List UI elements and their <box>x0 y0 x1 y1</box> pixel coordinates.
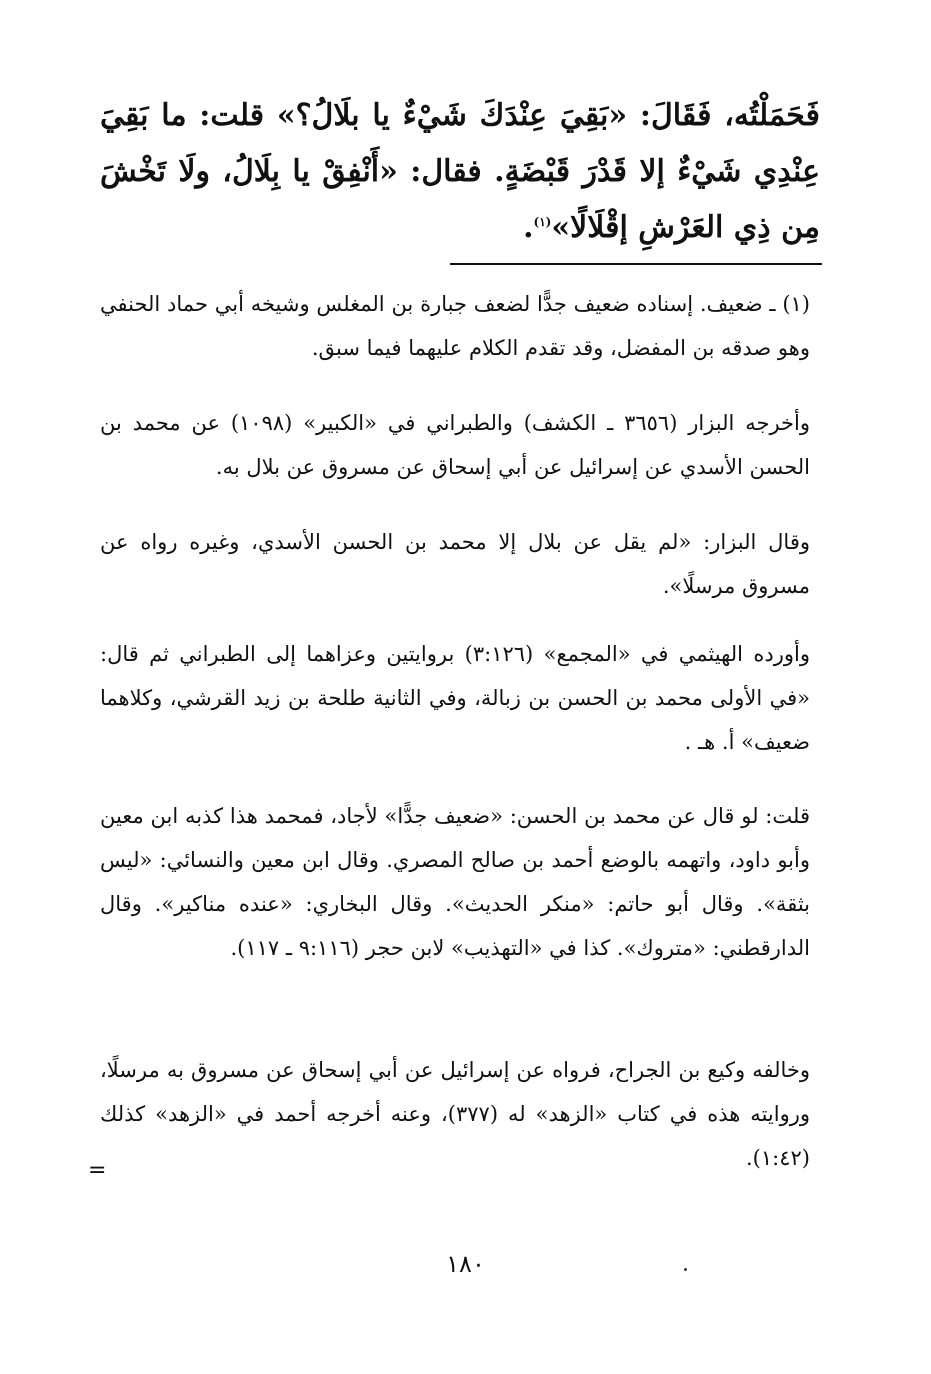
footnote-separator <box>450 263 822 265</box>
continuation-mark: = <box>88 1158 107 1183</box>
footnote-reference: (١) <box>533 215 552 229</box>
main-hadith-text <box>100 88 820 256</box>
footnote-paragraph-6: وخالفه وكيع بن الجراح، فرواه عن إسرائيل عن أبي إسحاق عن مسروق به مرسلًا، وروايته هذه في كتاب «الزهد» له (٣٧٧)، وعنه أخرجه أحمد في «الزهد» كذلك (١:٤٢). <box>100 1058 811 1170</box>
page-number: ١٨٠ <box>446 1250 485 1278</box>
footnote-paragraph-5: قلت: لو قال عن محمد بن الحسن: «ضعيف جدًّا» لأجاد، فمحمد هذا كذبه ابن معين وأبو داود، واتهمه بالوضع أحمد بن صالح المصري. وقال ابن معين والنسائي: «ليس بثقة». وقال أبو حاتم: «منكر الحديث». وقال البخاري: «عنده مناكير». وقال الدارقطني: «متروك». كذا في «التهذيب» لابن حجر (٩:١١٦ ـ ١١٧). <box>100 804 810 960</box>
hadith-end-mark: . <box>523 210 534 245</box>
hadith-body: فَحَمَلْتُه، فَقَالَ: «بَقِيَ عِنْدَكَ شَيْءٌ يا بلَالُ؟» قلت: ما بَقِيَ عِنْدِي شَيْءٌ إلا قَدْرَ قَبْضَةٍ. فقال: «أَنْفِقْ يا بِلَالُ، ولَا تَخْشَ مِن ذِي العَرْشِ إقْلَالًا» <box>100 98 820 245</box>
footnote-paragraph-3: وقال البزار: «لم يقل عن بلال إلا محمد بن الحسن الأسدي، وغيره رواه عن مسروق مرسلًا». <box>100 530 810 598</box>
footnote-paragraph-1: (١) ـ ضعيف. إسناده ضعيف جدًّا لضعف جبارة بن المغلس وشيخه أبي حماد الحنفي وهو صدقه بن المفضل، وقد تقدم الكلام عليهما فيما سبق. <box>100 292 810 360</box>
footnote-paragraph-4: وأورده الهيثمي في «المجمع» (٣:١٢٦) بروايتين وعزاهما إلى الطبراني ثم قال: «في الأولى محمد بن الحسن بن زبالة، وفي الثانية طلحة بن زيد القرشي، وكلاهما ضعيف» أ. هـ . <box>100 642 810 754</box>
scan-speck <box>684 1268 687 1271</box>
footnote-paragraph-2: وأخرجه البزار (٣٦٥٦ ـ الكشف) والطبراني في «الكبير» (١٠٩٨) عن محمد بن الحسن الأسدي عن إسرائيل عن أبي إسحاق عن مسروق عن بلال به. <box>100 411 810 479</box>
